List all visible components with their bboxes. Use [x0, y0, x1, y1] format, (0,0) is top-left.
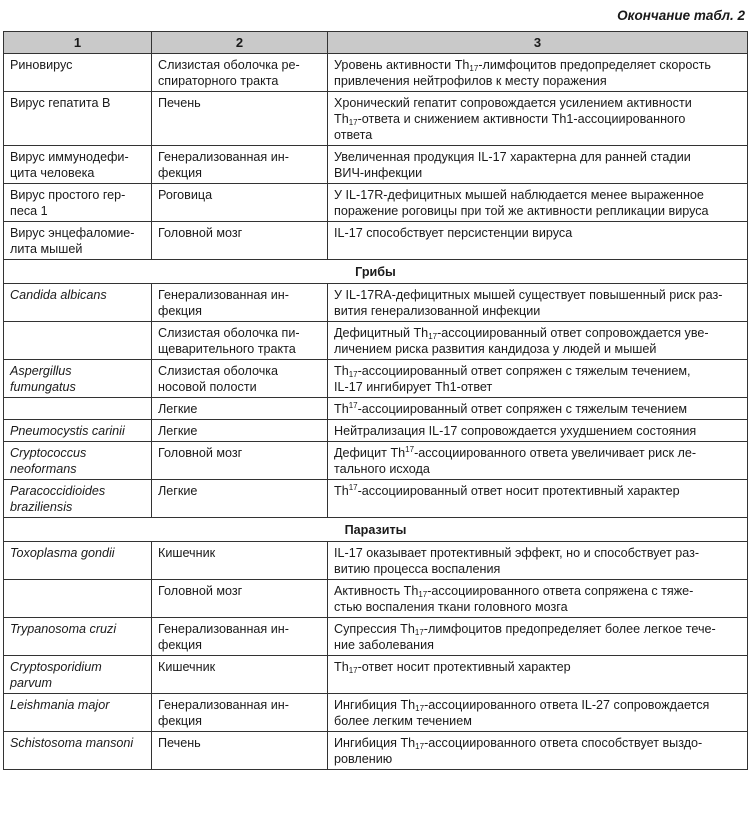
- organism-cell: Вирус иммунодефи- цита человека: [4, 146, 152, 184]
- superscript: 17: [348, 483, 358, 492]
- section-row: [4, 260, 748, 284]
- site-cell: Слизистая оболочка ре- спираторного тракта: [152, 54, 328, 92]
- column-header-2: 2: [152, 32, 328, 54]
- effect-text: Дефицитный Th: [334, 326, 429, 340]
- effect-text: -ассоциированного ответа способствует выздо- ровлению: [334, 736, 703, 766]
- effect-text: -ассоциированный ответ сопряжен с тяжелым течением: [357, 402, 687, 416]
- site-cell: Генерализованная ин- фекция: [152, 618, 328, 656]
- organism-cell: Candida albicans: [4, 284, 152, 322]
- organism-cell: Вирус гепатита В: [4, 92, 152, 146]
- organism-cell: Вирус простого гер- песа 1: [4, 184, 152, 222]
- effect-text: -ассоциированного ответа сопряжена с тяже- стью воспаления ткани головного мозга: [334, 584, 694, 614]
- table-row: [4, 284, 748, 322]
- organism-cell: Вирус энцефаломие- лита мышей: [4, 222, 152, 260]
- effect-text: Th: [334, 364, 349, 378]
- effect-text: У IL-17RA-дефицитных мышей существует повышенный риск раз- вития генерализованной инфекции: [334, 288, 723, 318]
- effect-cell: [328, 284, 748, 322]
- organism-cell: Pneumocystis carinii: [4, 420, 152, 442]
- effect-text: -ассоциированного ответа IL-27 сопровождается более легким течением: [334, 698, 710, 728]
- table-row: [4, 420, 748, 442]
- column-header-3: 3: [328, 32, 748, 54]
- table-row: [4, 360, 748, 398]
- effect-cell: [328, 184, 748, 222]
- site-cell: Кишечник: [152, 656, 328, 694]
- effect-text: -ассоциированного ответа увеличивает риск ле- тального исхода: [334, 446, 697, 476]
- table-row: [4, 656, 748, 694]
- site-cell: Слизистая оболочка носовой полости: [152, 360, 328, 398]
- effect-text: У IL-17R-дефицитных мышей наблюдается менее выраженное поражение роговицы при той же активности репликации вируса: [334, 188, 709, 218]
- site-cell: Легкие: [152, 398, 328, 420]
- organism-cell: Schistosoma mansoni: [4, 732, 152, 770]
- organism-cell: [4, 398, 152, 420]
- effect-text: -ассоциированный ответ сопровождается уве- личением риска развития кандидоза у людей и мышей: [334, 326, 709, 356]
- site-cell: Легкие: [152, 420, 328, 442]
- effect-text: Хронический гепатит сопровождается усилением активности Th: [334, 96, 692, 126]
- site-cell: Головной мозг: [152, 222, 328, 260]
- table-row: [4, 618, 748, 656]
- organism-cell: Toxoplasma gondii: [4, 542, 152, 580]
- site-cell: Кишечник: [152, 542, 328, 580]
- site-cell: Печень: [152, 732, 328, 770]
- site-cell: Роговица: [152, 184, 328, 222]
- effect-cell: [328, 732, 748, 770]
- organism-cell: Риновирус: [4, 54, 152, 92]
- effect-cell: [328, 360, 748, 398]
- site-cell: Генерализованная ин- фекция: [152, 694, 328, 732]
- effect-cell: [328, 398, 748, 420]
- effect-text: Дефицит Th: [334, 446, 406, 460]
- table-row: [4, 54, 748, 92]
- table-row: [4, 146, 748, 184]
- effect-text: Супрессия Th: [334, 622, 415, 636]
- table-row: [4, 398, 748, 420]
- effect-text: Уровень активности Th: [334, 58, 470, 72]
- effect-cell: [328, 420, 748, 442]
- organism-cell: Cryptosporidium parvum: [4, 656, 152, 694]
- table-caption: Окончание табл. 2: [617, 8, 745, 23]
- subscript: 17: [415, 742, 425, 751]
- subscript: 17: [348, 370, 358, 379]
- site-cell: Генерализованная ин- фекция: [152, 146, 328, 184]
- table-row: [4, 222, 748, 260]
- effect-cell: [328, 694, 748, 732]
- effect-cell: [328, 580, 748, 618]
- effect-text: Ингибиция Th: [334, 736, 416, 750]
- subscript: 17: [469, 64, 479, 73]
- subscript: 17: [348, 666, 358, 675]
- organism-cell: Leishmania major: [4, 694, 152, 732]
- subscript: 17: [418, 590, 428, 599]
- effect-text: -ассоциированный ответ сопряжен с тяжелым течением, IL-17 ингибирует Th1-ответ: [334, 364, 691, 394]
- subscript: 17: [414, 628, 424, 637]
- site-cell: Головной мозг: [152, 442, 328, 480]
- subscript: 17: [348, 118, 358, 127]
- effect-cell: [328, 542, 748, 580]
- effect-text: Активность Th: [334, 584, 419, 598]
- site-cell: Головной мозг: [152, 580, 328, 618]
- subscript: 17: [428, 332, 438, 341]
- table-body: [4, 54, 748, 770]
- effect-cell: [328, 54, 748, 92]
- table-row: [4, 732, 748, 770]
- effect-text: Ингибиция Th: [334, 698, 416, 712]
- effect-cell: [328, 618, 748, 656]
- effect-cell: [328, 322, 748, 360]
- effect-cell: [328, 146, 748, 184]
- table-row: [4, 184, 748, 222]
- site-cell: Генерализованная ин- фекция: [152, 284, 328, 322]
- table-row: [4, 580, 748, 618]
- effect-cell: [328, 656, 748, 694]
- organism-cell: Cryptococcus neoformans: [4, 442, 152, 480]
- effect-text: Нейтрализация IL-17 сопровождается ухудшением состояния: [334, 424, 697, 438]
- table-header: [4, 32, 748, 54]
- organism-cell: Aspergillus fumungatus: [4, 360, 152, 398]
- effect-text: Th: [334, 660, 349, 674]
- effect-text: Th: [334, 484, 349, 498]
- effect-text: IL-17 способствует персистенции вируса: [334, 226, 573, 240]
- organism-cell: [4, 580, 152, 618]
- effect-cell: [328, 442, 748, 480]
- table-row: [4, 442, 748, 480]
- site-cell: Печень: [152, 92, 328, 146]
- effect-cell: [328, 92, 748, 146]
- superscript: 17: [405, 445, 415, 454]
- effect-text: -лимфоцитов предопределяет более легкое тече- ние заболевания: [334, 622, 716, 652]
- effect-text: -ответа и снижением активности Th1-ассоциированного ответа: [334, 112, 686, 142]
- table-row: [4, 542, 748, 580]
- subscript: 17: [415, 704, 425, 713]
- site-cell: Легкие: [152, 480, 328, 518]
- header-row: [4, 32, 748, 54]
- data-table: [3, 31, 748, 770]
- effect-text: Увеличенная продукция IL-17 характерна для ранней стадии ВИЧ-инфекции: [334, 150, 691, 180]
- table-row: [4, 92, 748, 146]
- organism-cell: [4, 322, 152, 360]
- section-row: [4, 518, 748, 542]
- effect-text: -лимфоцитов предопределяет скорость привлечения нейтрофилов к месту поражения: [334, 58, 711, 88]
- superscript: 17: [348, 401, 358, 410]
- table-row: [4, 694, 748, 732]
- effect-cell: [328, 222, 748, 260]
- table-row: [4, 322, 748, 360]
- section-title: Паразиты: [4, 518, 748, 542]
- effect-text: IL-17 оказывает протективный эффект, но и способствует раз- витию процесса воспаления: [334, 546, 700, 576]
- organism-cell: Trypanosoma cruzi: [4, 618, 152, 656]
- effect-text: Th: [334, 402, 349, 416]
- site-cell: Слизистая оболочка пи- щеварительного тракта: [152, 322, 328, 360]
- column-header-1: 1: [4, 32, 152, 54]
- effect-text: -ассоциированный ответ носит протективный характер: [357, 484, 680, 498]
- effect-text: -ответ носит протективный характер: [357, 660, 571, 674]
- organism-cell: Paracoccidioides braziliensis: [4, 480, 152, 518]
- table-row: [4, 480, 748, 518]
- section-title: Грибы: [4, 260, 748, 284]
- effect-cell: [328, 480, 748, 518]
